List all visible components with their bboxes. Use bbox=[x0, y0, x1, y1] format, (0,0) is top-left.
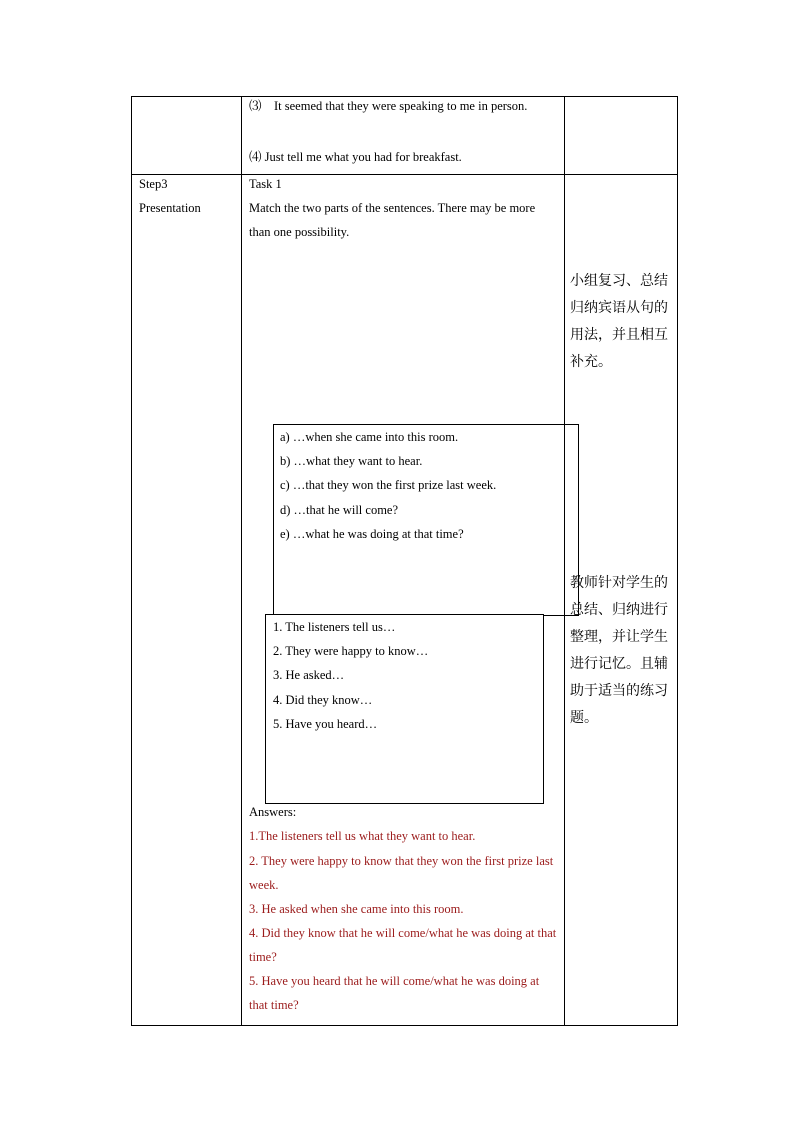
table-border-right bbox=[677, 96, 678, 1026]
beginning-3: 3. He asked… bbox=[273, 668, 345, 683]
beginning-4: 4. Did they know… bbox=[273, 692, 373, 707]
table-border-left bbox=[131, 96, 132, 1026]
sentence-item-4: ⑷ Just tell me what you had for breakfast. bbox=[249, 150, 462, 164]
ending-a: a) …when she came into this room. bbox=[280, 430, 459, 444]
table-border-bottom bbox=[131, 1025, 678, 1026]
beginning-2: 2. They were happy to know… bbox=[273, 644, 429, 659]
teacher-note-practice: 教师针对学生的总结、归纳进行整理，并让学生进行记忆。且辅助于适当的练习题。 bbox=[570, 575, 668, 726]
answer-5: 5. Have you heard that he will come/what he was doing at that time? bbox=[249, 974, 540, 1012]
answers-heading: Answers: bbox=[249, 805, 297, 819]
ending-e: e) …what he was doing at that time? bbox=[280, 526, 464, 541]
ending-d: d) …that he will come? bbox=[280, 502, 399, 517]
task-title: Task 1 bbox=[249, 177, 282, 191]
answer-2: 2. They were happy to know that they won the first prize last week. bbox=[249, 854, 554, 892]
answer-3: 3. He asked when she came into this room. bbox=[249, 902, 464, 916]
ending-c: c) …that they won the first prize last week. bbox=[280, 478, 497, 493]
task-instruction: Match the two parts of the sentences. There may be more than one possibility. bbox=[249, 201, 536, 239]
teacher-note-review: 小组复习、总结归纳宾语从句的用法，并且相互补充。 bbox=[570, 273, 668, 370]
step-label: Step3 bbox=[139, 177, 168, 191]
beginning-5: 5. Have you heard… bbox=[273, 716, 378, 731]
ending-b: b) …what they want to hear. bbox=[280, 454, 423, 469]
answer-4: 4. Did they know that he will come/what he was doing at that time? bbox=[249, 926, 557, 964]
table-col-divider-1 bbox=[241, 96, 242, 1026]
answer-1: 1.The listeners tell us what they want to hear. bbox=[249, 829, 476, 843]
step-name: Presentation bbox=[139, 201, 201, 215]
table-row-divider bbox=[131, 174, 678, 175]
sentence-item-3: ⑶ It seemed that they were speaking to me in person. bbox=[249, 99, 528, 113]
beginning-1: 1. The listeners tell us… bbox=[273, 620, 396, 634]
sentence-endings-box bbox=[273, 424, 579, 616]
sentence-beginnings-box bbox=[265, 614, 544, 804]
